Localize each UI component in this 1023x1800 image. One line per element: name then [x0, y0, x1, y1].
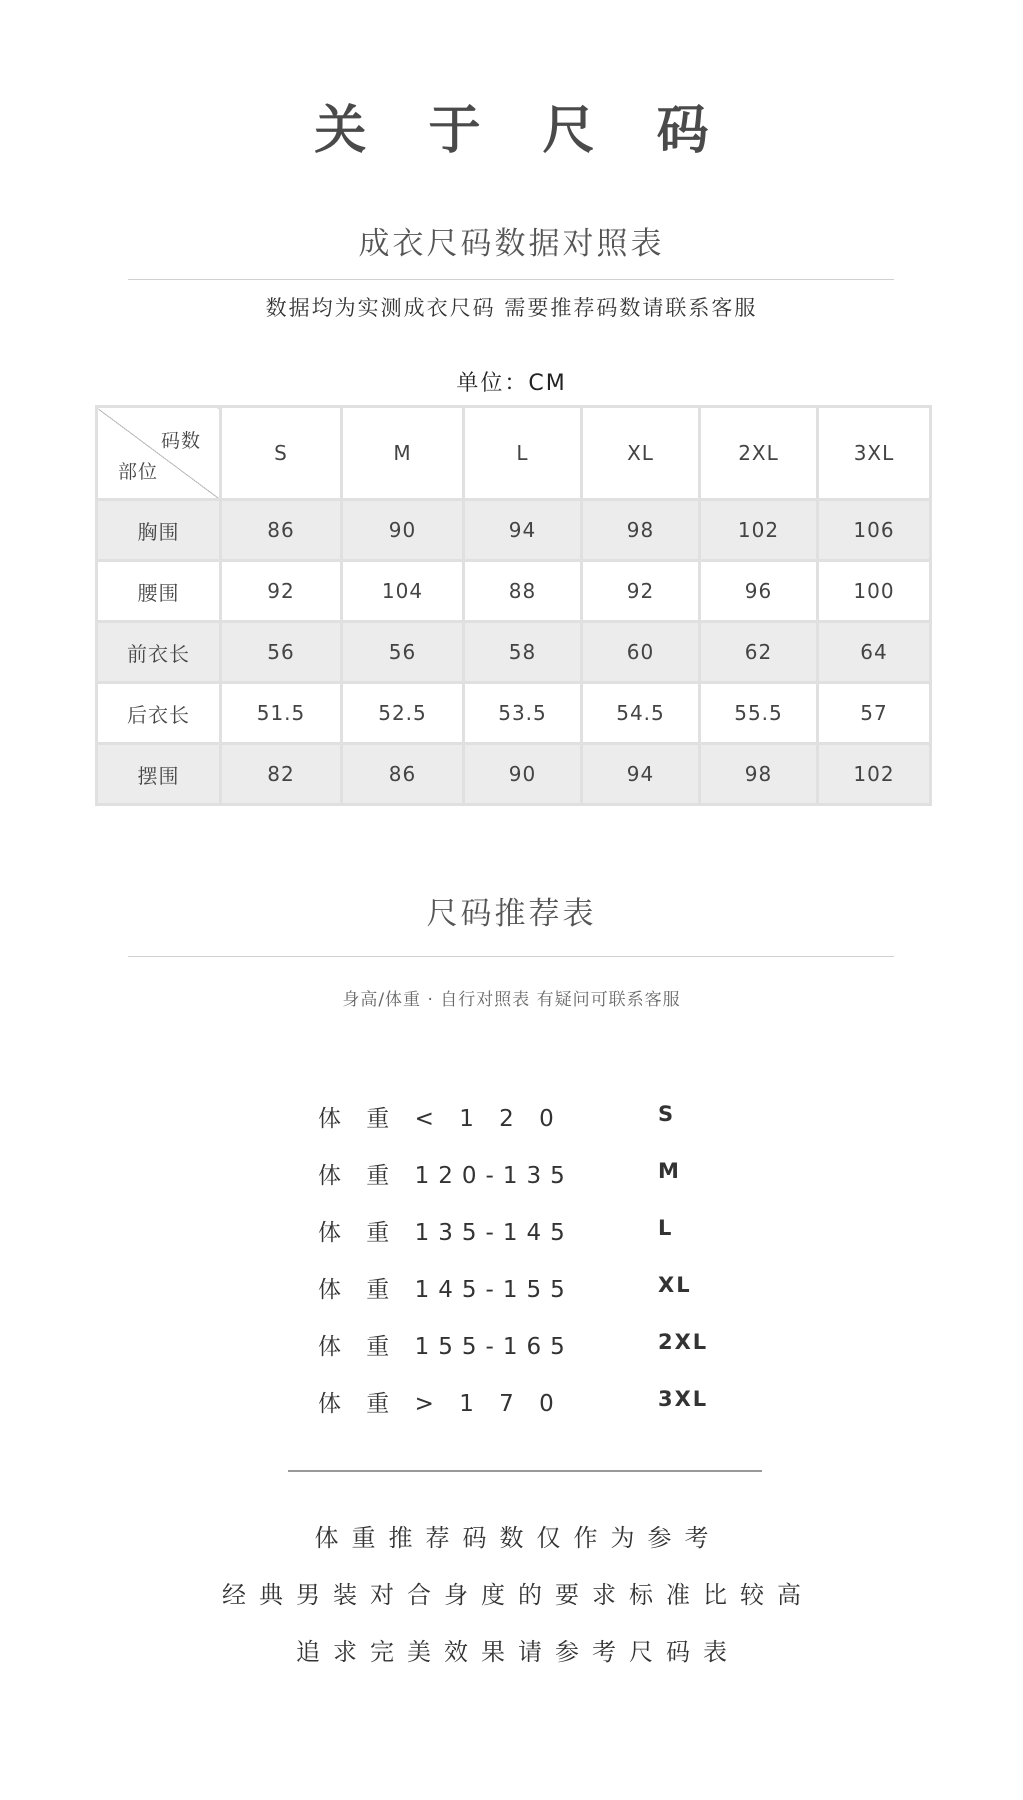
weight-range: 体 重 145-155: [318, 1277, 574, 1303]
recommend-row: [318, 1328, 778, 1368]
table-row: [97, 500, 931, 561]
size-chart-title: 成衣尺码数据对照表: [358, 226, 665, 262]
row-label: 前衣长: [97, 622, 221, 683]
weight-range: 体 重 155-165: [318, 1334, 574, 1360]
table-cell: 54.5: [582, 683, 700, 744]
table-cell: 88: [464, 561, 582, 622]
table-cell: 64: [818, 622, 931, 683]
table-cell: 58: [464, 622, 582, 683]
recommended-size: S: [658, 1102, 676, 1126]
recommended-size: 2XL: [658, 1330, 709, 1354]
recommend-row: [318, 1157, 778, 1197]
table-cell: 102: [818, 744, 931, 805]
table-corner-cell: [97, 407, 221, 500]
column-header: S: [221, 407, 342, 500]
table-cell: 102: [700, 500, 818, 561]
table-cell: 92: [582, 561, 700, 622]
table-cell: 51.5: [221, 683, 342, 744]
table-header-row: [97, 407, 931, 500]
table-cell: 104: [342, 561, 464, 622]
table-cell: 82: [221, 744, 342, 805]
column-header: M: [342, 407, 464, 500]
table-cell: 56: [342, 622, 464, 683]
table-cell: 86: [221, 500, 342, 561]
table-cell: 52.5: [342, 683, 464, 744]
table-row: [97, 683, 931, 744]
recommend-row: [318, 1271, 778, 1311]
table-cell: 92: [221, 561, 342, 622]
size-chart-subtitle: 数据均为实测成衣尺码 需要推荐码数请联系客服: [265, 296, 758, 320]
weight-range: 体 重 > 1 7 0: [318, 1391, 563, 1417]
table-row: [97, 622, 931, 683]
weight-range: 体 重 135-145: [318, 1220, 574, 1246]
table-cell: 94: [582, 744, 700, 805]
table-cell: 98: [582, 500, 700, 561]
divider: [288, 1470, 762, 1472]
table-cell: 57: [818, 683, 931, 744]
table-cell: 90: [342, 500, 464, 561]
table-cell: 94: [464, 500, 582, 561]
recommended-size: L: [658, 1216, 674, 1240]
unit-label: 单位：CM: [456, 371, 567, 396]
table-cell: 55.5: [700, 683, 818, 744]
page-title: 关 于 尺 码: [314, 101, 731, 161]
row-label: 摆围: [97, 744, 221, 805]
note-line: 经典男装对合身度的要求标准比较高: [222, 1581, 814, 1609]
row-label: 后衣长: [97, 683, 221, 744]
recommend-subtitle: 身高/体重 · 自行对照表 有疑问可联系客服: [342, 990, 681, 1010]
recommended-size: 3XL: [658, 1387, 709, 1411]
column-header: 3XL: [818, 407, 931, 500]
column-header: XL: [582, 407, 700, 500]
row-label: 腰围: [97, 561, 221, 622]
recommended-size: XL: [658, 1273, 692, 1297]
divider: [128, 279, 894, 280]
table-cell: 60: [582, 622, 700, 683]
recommend-row: [318, 1214, 778, 1254]
recommend-row: [318, 1385, 778, 1425]
recommend-row: [318, 1100, 778, 1140]
table-cell: 86: [342, 744, 464, 805]
table-cell: 90: [464, 744, 582, 805]
column-header: 2XL: [700, 407, 818, 500]
corner-part-label: 部位: [118, 461, 159, 483]
table-row: [97, 561, 931, 622]
table-row: [97, 744, 931, 805]
column-header: L: [464, 407, 582, 500]
note-line: 体重推荐码数仅作为参考: [314, 1524, 722, 1552]
table-cell: 96: [700, 561, 818, 622]
table-cell: 100: [818, 561, 931, 622]
table-cell: 56: [221, 622, 342, 683]
divider: [128, 956, 894, 957]
weight-range: 体 重 120-135: [318, 1163, 574, 1189]
note-line: 追求完美效果请参考尺码表: [296, 1638, 740, 1666]
table-cell: 106: [818, 500, 931, 561]
recommended-size: M: [658, 1159, 681, 1183]
row-label: 胸围: [97, 500, 221, 561]
weight-range: 体 重 < 1 2 0: [318, 1106, 563, 1132]
corner-size-label: 码数: [160, 430, 201, 452]
size-chart-table: [95, 405, 932, 806]
table-cell: 98: [700, 744, 818, 805]
table-cell: 62: [700, 622, 818, 683]
table-cell: 53.5: [464, 683, 582, 744]
recommend-title: 尺码推荐表: [426, 896, 597, 932]
